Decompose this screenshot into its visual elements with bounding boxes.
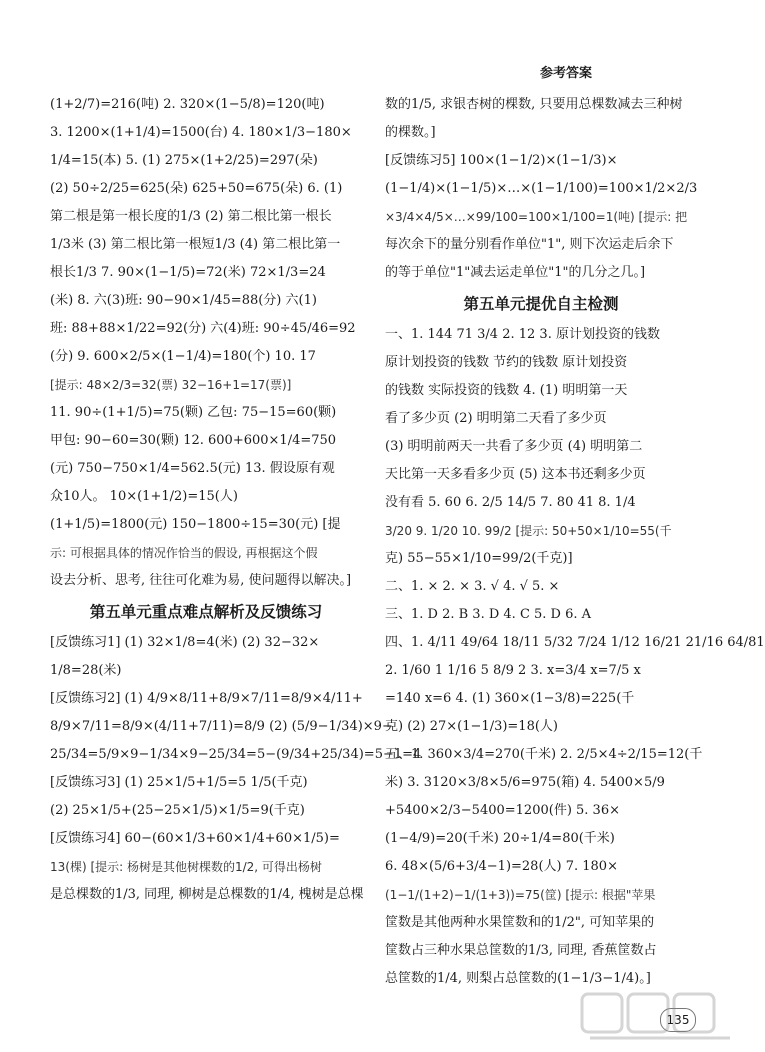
answer-line: 的等于单位"1"减去运走单位"1"的几分之几。] <box>385 265 646 280</box>
answer-line: 众10人。 10×(1+1/2)=15(人) <box>50 489 238 504</box>
page-header: 参考答案 <box>539 66 592 81</box>
answer-line: (分) 9. 600×2/5×(1−1/4)=180(个) 10. 17 <box>50 349 316 364</box>
answer-line: 原计划投资的钱数 节约的钱数 原计划投资 <box>385 355 628 370</box>
right-column <box>385 96 765 998</box>
answer-line: 3. 1200×(1+1/4)=1500(台) 4. 180×1/3−180× <box>50 125 352 140</box>
answer-line: 四、1. 4/11 49/64 18/11 5/32 7/24 1/12 16/21 21/16 64/81 <box>385 635 765 650</box>
answer-line: 班: 88+88×1/22=92(分) 六(4)班: 90÷45/46=92 <box>50 321 356 336</box>
answer-line: (1−1/4)×(1−1/5)×…×(1−1/100)=100×1/2×2/3 <box>385 181 698 196</box>
right-answer-lines-2 <box>385 326 765 988</box>
answer-line: 的钱数 实际投资的钱数 4. (1) 明明第一天 <box>385 383 628 398</box>
left-answer-lines <box>50 96 362 590</box>
answer-line: 1/4=15(本) 5. (1) 275×(1+2/25)=297(朵) <box>50 153 318 168</box>
answer-line: 天比第一天多看多少页 (5) 这本书还剩多少页 <box>385 467 646 482</box>
answer-line: 三、1. D 2. B 3. D 4. C 5. D 6. A <box>385 607 592 622</box>
answer-line: [反馈练习1] (1) 32×1/8=4(米) (2) 32−32× <box>50 635 320 650</box>
answer-line: (2) 50÷2/25=625(朵) 625+50=675(朵) 6. (1) <box>50 181 343 196</box>
answer-line: (1−4/9)=20(千米) 20÷1/4=80(千米) <box>385 831 615 846</box>
answer-line: (2) 25×1/5+(25−25×1/5)×1/5=9(千克) <box>50 803 305 818</box>
answer-line: 克) 55−55×1/10=99/2(千克)] <box>385 551 573 566</box>
left-answer-lines-2 <box>50 634 422 904</box>
answer-line: 25/34=5/9×9−1/34×9−25/34=5−(9/34+25/34)=5−1=4 <box>50 747 422 762</box>
answer-line: 是总棵数的1/3, 同理, 柳树是总棵数的1/4, 槐树是总棵 <box>50 887 364 902</box>
answer-line: 设去分析、思考, 往往可化难为易, 使问题得以解决。] <box>50 573 352 588</box>
answer-line: 每次余下的量分别看作单位"1", 则下次运走后余下 <box>385 237 674 252</box>
answer-line: 2. 1/60 1 1/16 5 8/9 2 3. x=3/4 x=7/5 x <box>385 663 641 678</box>
watermark-logo <box>580 990 740 1048</box>
answer-line: 13(棵) [提示: 杨树是其他树棵数的1/2, 可得出杨树 <box>50 860 322 874</box>
answer-line: 没有看 5. 60 6. 2/5 14/5 7. 80 41 8. 1/4 <box>385 495 636 510</box>
answer-line: 3/20 9. 1/20 10. 99/2 [提示: 50+50×1/10=55(千 <box>385 524 672 538</box>
answer-line: 筐数是其他两种水果筐数和的1/2", 可知苹果的 <box>385 915 655 930</box>
answer-line: [反馈练习3] (1) 25×1/5+1/5=5 1/5(千克) <box>50 775 308 790</box>
answer-line: (1+1/5)=1800(元) 150−1800÷15=30(元) [提 <box>50 517 341 532</box>
page-number: 135 <box>660 1008 696 1032</box>
answer-line: (米) 8. 六(3)班: 90−90×1/45=88(分) 六(1) <box>50 293 317 308</box>
section-title-left: 第五单元重点难点解析及反馈练习 <box>89 603 323 621</box>
answer-line: 第二根是第一根长度的1/3 (2) 第二根比第一根长 <box>50 209 332 224</box>
answer-line: 甲包: 90−60=30(颗) 12. 600+600×1/4=750 <box>50 433 337 448</box>
answer-line: 筐数占三种水果总筐数的1/3, 同理, 香蕉筐数占 <box>385 943 657 958</box>
answer-line: 11. 90÷(1+1/5)=75(颗) 乙包: 75−15=60(颗) <box>50 405 337 420</box>
answer-line: (1−1/(1+2)−1/(1+3))=75(筐) [提示: 根据"苹果 <box>385 888 656 902</box>
answer-line: 总筐数的1/4, 则梨占总筐数的(1−1/3−1/4)。] <box>385 971 651 986</box>
answer-line: 五、1. 360×3/4=270(千米) 2. 2/5×4÷2/15=12(千 <box>385 747 703 762</box>
answer-line: 1/3米 (3) 第二根比第一根短1/3 (4) 第二根比第一 <box>50 237 341 252</box>
section-title-right: 第五单元提优自主检测 <box>463 295 619 313</box>
answer-line: 看了多少页 (2) 明明第二天看了多少页 <box>385 411 607 426</box>
answer-line: 6. 48×(5/6+3/4−1)=28(人) 7. 180× <box>385 859 618 874</box>
answer-line: 8/9×7/11=8/9×(4/11+7/11)=8/9 (2) (5/9−1/34)×9− <box>50 719 393 734</box>
answer-line: 示: 可根据具体的情况作恰当的假设, 再根据这个假 <box>50 546 318 560</box>
answer-line: [提示: 48×2/3=32(票) 32−16+1=17(票)] <box>50 378 292 392</box>
answer-line: 1/8=28(米) <box>50 663 122 678</box>
answer-line: [反馈练习4] 60−(60×1/3+60×1/4+60×1/5)= <box>50 831 340 846</box>
answer-line: +5400×2/3−5400=1200(件) 5. 36× <box>385 803 620 818</box>
answer-line: (1+2/7)=216(吨) 2. 320×(1−5/8)=120(吨) <box>50 97 325 112</box>
right-answer-lines <box>385 96 697 282</box>
answer-line: (元) 750−750×1/4=562.5(元) 13. 假设原有观 <box>50 461 335 476</box>
answer-line: 一、1. 144 71 3/4 2. 12 3. 原计划投资的钱数 <box>385 327 660 342</box>
answer-line: 二、1. × 2. × 3. √ 4. √ 5. × <box>385 579 560 594</box>
answer-line: [反馈练习2] (1) 4/9×8/11+8/9×7/11=8/9×4/11+ <box>50 691 363 706</box>
answer-line: =140 x=6 4. (1) 360×(1−3/8)=225(千 <box>385 691 635 706</box>
answer-line: 克) (2) 27×(1−1/3)=18(人) <box>385 719 558 734</box>
answer-line: 米) 3. 3120×3/8×5/6=975(箱) 4. 5400×5/9 <box>385 775 665 790</box>
answer-line: [反馈练习5] 100×(1−1/2)×(1−1/3)× <box>385 153 618 168</box>
answer-line: ×3/4×4/5×…×99/100=100×1/100=1(吨) [提示: 把 <box>385 210 688 224</box>
answer-line: (3) 明明前两天一共看了多少页 (4) 明明第二 <box>385 439 643 454</box>
answer-line: 根长1/3 7. 90×(1−1/5)=72(米) 72×1/3=24 <box>50 265 326 280</box>
answer-line: 的棵数。] <box>385 125 436 140</box>
answer-line: 数的1/5, 求银杏树的棵数, 只要用总棵数减去三种树 <box>385 97 683 112</box>
